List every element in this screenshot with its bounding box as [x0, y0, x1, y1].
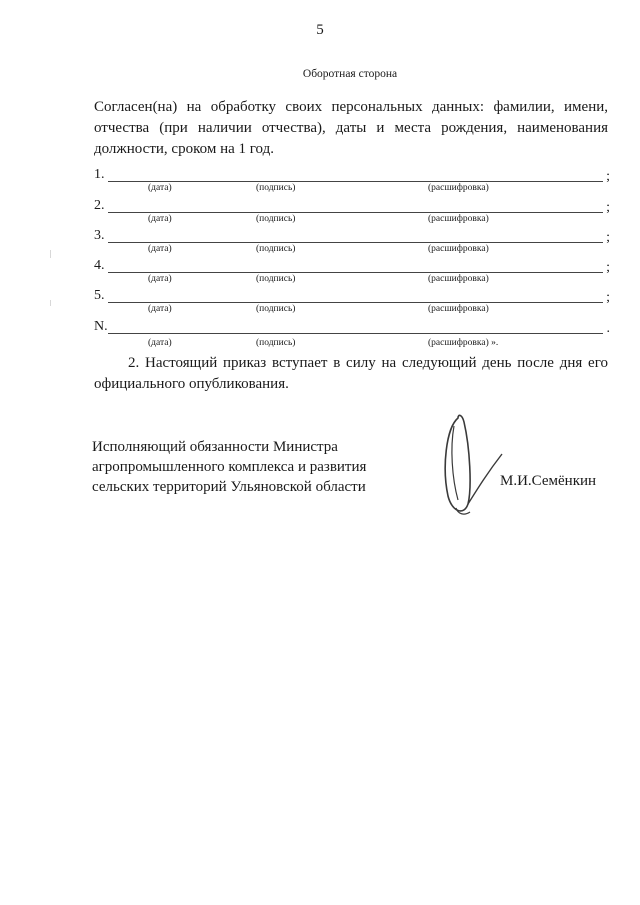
caption-signature: (подпись)	[256, 214, 296, 224]
caption-signature: (подпись)	[256, 183, 296, 193]
caption-signature: (подпись)	[256, 304, 296, 314]
caption-decode: (расшифровка) ».	[428, 338, 499, 348]
signer-name: М.И.Семёнкин	[500, 473, 597, 489]
signature-line	[108, 333, 603, 334]
caption-decode: (расшифровка)	[428, 274, 489, 284]
caption-date: (дата)	[148, 304, 172, 314]
page-number: 5	[316, 22, 324, 38]
handwritten-signature	[428, 408, 518, 520]
caption-decode: (расшифровка)	[428, 214, 489, 224]
row-number: 3.	[94, 228, 105, 243]
signature-line	[108, 212, 603, 213]
row-terminator: ;	[606, 260, 610, 275]
row-terminator: ;	[606, 169, 610, 184]
signature-line	[108, 242, 603, 243]
caption-date: (дата)	[148, 274, 172, 284]
signer-title-line: Исполняющий обязанности Министра	[92, 439, 338, 455]
signature-row	[94, 228, 610, 258]
caption-decode: (расшифровка)	[428, 304, 489, 314]
signer-title-line: сельских территорий Ульяновской области	[92, 479, 366, 495]
signature-row	[94, 258, 610, 288]
scan-artifact	[50, 300, 51, 306]
caption-decode: (расшифровка)	[428, 244, 489, 254]
row-terminator: ;	[606, 230, 610, 245]
row-number: 2.	[94, 198, 105, 213]
row-number: 4.	[94, 258, 105, 273]
row-terminator: ;	[606, 290, 610, 305]
caption-signature: (подпись)	[256, 274, 296, 284]
signer-title	[92, 437, 392, 497]
caption-signature: (подпись)	[256, 338, 296, 348]
signature-row	[94, 319, 610, 349]
row-terminator: ;	[606, 200, 610, 215]
caption-signature: (подпись)	[256, 244, 296, 254]
scan-artifact	[50, 250, 51, 258]
signature-line	[108, 181, 603, 182]
signer-title-line: агропромышленного комплекса и развития	[92, 459, 367, 475]
caption-date: (дата)	[148, 338, 172, 348]
row-number: 5.	[94, 288, 105, 303]
caption-date: (дата)	[148, 214, 172, 224]
consent-paragraph: Согласен(на) на обработку своих персональных данных: фамилии, имени, отчества (при наличии отчества), даты и места рождения, наименования должности, сроком на 1 год.	[94, 99, 608, 157]
caption-date: (дата)	[148, 244, 172, 254]
signature-row	[94, 198, 610, 228]
side-title: Оборотная сторона	[302, 68, 398, 80]
signature-row	[94, 167, 610, 197]
caption-decode: (расшифровка)	[428, 183, 489, 193]
row-terminator: .	[606, 321, 610, 336]
caption-date: (дата)	[148, 183, 172, 193]
clause-2-paragraph: 2. Настоящий приказ вступает в силу на следующий день после дня его официального опубликования.	[94, 355, 608, 392]
signature-row	[94, 288, 610, 318]
signature-line	[108, 272, 603, 273]
row-number: 1.	[94, 167, 105, 182]
row-number: N.	[94, 319, 108, 334]
signature-line	[108, 302, 603, 303]
